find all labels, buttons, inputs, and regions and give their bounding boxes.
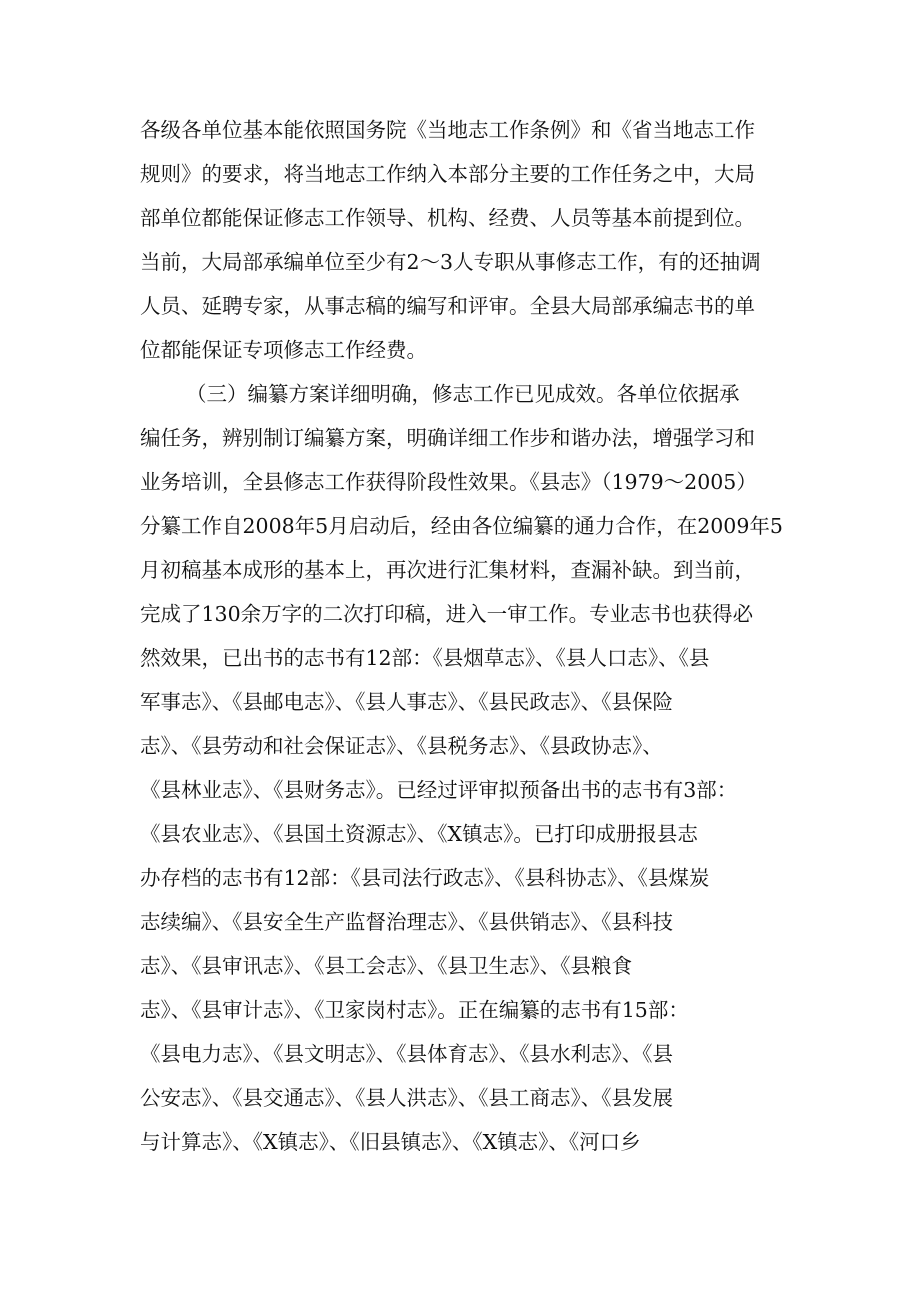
text-line: 志续编》、《县安全生产监督治理志》、《县供销志》、《县科技 bbox=[140, 910, 673, 934]
text-line: 《县农业志》、《县国土资源志》、《X镇志》。已打印成册报县志 bbox=[140, 822, 698, 846]
text-line: 《县林业志》、《县财务志》。已经过评审拟预备出书的志书有3部： bbox=[140, 778, 738, 802]
text-line: 当前，大局部承编单位至少有2～3人专职从事修志工作，有的还抽调 bbox=[140, 250, 761, 274]
text-line: 志》、《县审讯志》、《县工会志》、《县卫生志》、《县粮食 bbox=[140, 954, 632, 978]
text-line: 完成了130余万字的二次打印稿，进入一审工作。专业志书也获得必 bbox=[140, 602, 754, 626]
text-line: 位都能保证专项修志工作经费。 bbox=[140, 338, 427, 362]
text-line: 然效果，已出书的志书有12部：《县烟草志》、《县人口志》、《县 bbox=[140, 646, 710, 670]
text-line: 部单位都能保证修志工作领导、机构、经费、人员等基本前提到位。 bbox=[140, 206, 755, 230]
text-line: 规则》的要求，将当地志工作纳入本部分主要的工作任务之中，大局 bbox=[140, 162, 755, 186]
text-line: 分纂工作自2008年5月启动后，经由各位编纂的通力合作，在2009年5 bbox=[140, 514, 783, 538]
text-line: 《县电力志》、《县文明志》、《县体育志》、《县水利志》、《县 bbox=[140, 1042, 673, 1066]
text-line: 业务培训，全县修志工作获得阶段性效果。《县志》（1979～2005） bbox=[140, 470, 757, 494]
section-heading-line: （三）编纂方案详细明确，修志工作已见成效。各单位依据承 bbox=[186, 382, 740, 406]
text-line: 公安志》、《县交通志》、《县人洪志》、《县工商志》、《县发展 bbox=[140, 1086, 673, 1110]
text-line: 办存档的志书有12部：《县司法行政志》、《县科协志》、《县煤炭 bbox=[140, 866, 710, 890]
text-line: 与计算志》、《X镇志》、《旧县镇志》、《X镇志》、《河口乡 bbox=[140, 1130, 641, 1154]
text-line: 人员、延聘专家，从事志稿的编写和评审。全县大局部承编志书的单 bbox=[140, 294, 755, 318]
text-line: 军事志》、《县邮电志》、《县人事志》、《县民政志》、《县保险 bbox=[140, 690, 673, 714]
text-line: 志》、《县审计志》、《卫家岗村志》。正在编纂的志书有15部： bbox=[140, 998, 689, 1022]
text-line: 各级各单位基本能依照国务院《当地志工作条例》和《省当地志工作 bbox=[140, 118, 755, 142]
text-line: 编任务，辨别制订编纂方案，明确详细工作步和谐办法，增强学习和 bbox=[140, 426, 755, 450]
text-line: 月初稿基本成形的基本上，再次进行汇集材料，查漏补缺。到当前， bbox=[140, 558, 755, 582]
text-line: 志》、《县劳动和社会保证志》、《县税务志》、《县政协志》、 bbox=[140, 734, 663, 758]
